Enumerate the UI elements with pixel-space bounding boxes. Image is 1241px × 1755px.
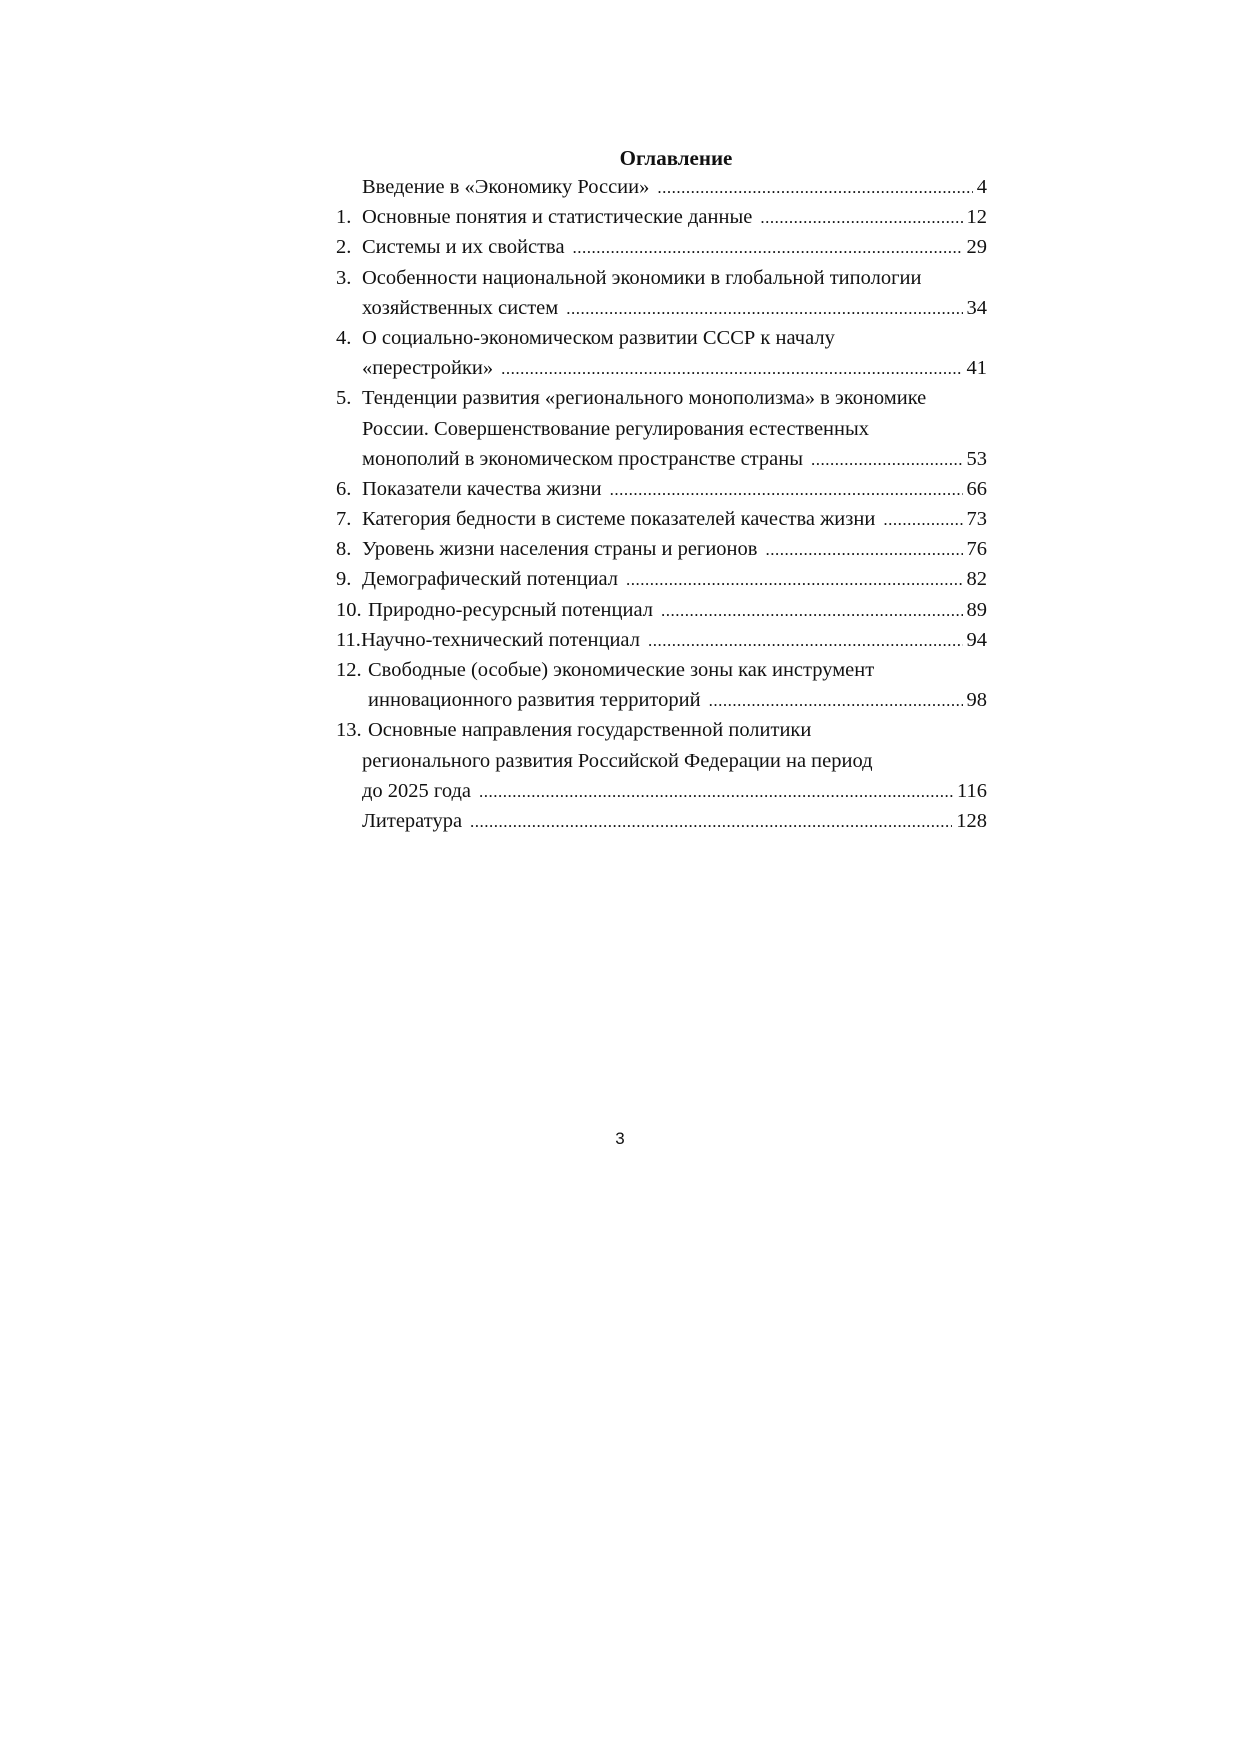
toc-entry-page: 73	[966, 508, 987, 531]
toc-entry-page: 34	[966, 296, 987, 319]
toc-entry-title: Категория бедности в системе показателей качества жизни	[362, 508, 876, 531]
toc-entry-number: 10.	[336, 598, 362, 621]
toc-leader-dots	[883, 505, 962, 535]
toc-entry-4	[336, 323, 987, 383]
toc-entry-page: 98	[966, 689, 987, 712]
toc-entry-page: 12	[966, 206, 987, 229]
toc-entry-number: 9.	[336, 568, 352, 591]
toc-entry-title: Основные направления государственной политики	[368, 719, 812, 742]
toc-entry-11	[336, 625, 987, 655]
toc-entry-page: 4	[976, 176, 987, 198]
toc-entry-number: 12.	[336, 659, 362, 681]
toc-entry-introduction	[336, 172, 987, 202]
toc-entry-page: 66	[966, 477, 987, 500]
toc-entry-title-continuation: России. Совершенствование регулирования естественных	[362, 417, 870, 440]
toc-leader-dots	[501, 354, 962, 384]
toc-entry-3	[336, 263, 987, 323]
toc-entry-page: 41	[966, 357, 987, 380]
toc-entry-title-continuation: «перестройки»	[362, 357, 494, 380]
table-of-contents	[336, 172, 987, 836]
toc-entry-title-continuation: регионального развития Российской Федерации на период	[362, 749, 873, 772]
toc-entry-number: 2.	[336, 236, 352, 259]
toc-entry-number: 6.	[336, 477, 352, 500]
toc-leader-dots	[626, 565, 962, 595]
toc-entry-7	[336, 504, 987, 534]
toc-entry-number: 3.	[336, 266, 352, 289]
toc-entry-page: 89	[966, 598, 987, 621]
toc-entry-number: 11.	[336, 628, 361, 651]
toc-entry-literature	[336, 806, 987, 836]
toc-entry-title-continuation: хозяйственных систем	[362, 296, 559, 319]
toc-entry-title: Уровень жизни населения страны и регионов	[362, 538, 758, 561]
toc-entry-title: Тенденции развития «регионального монополизма» в экономике	[362, 387, 927, 410]
toc-leader-dots	[811, 445, 963, 475]
toc-entry-number: 5.	[336, 387, 352, 410]
toc-entry-title-continuation: инновационного развития территорий	[368, 689, 701, 712]
toc-entry-6	[336, 474, 987, 504]
toc-entry-12	[336, 655, 987, 715]
toc-entry-page: 94	[966, 628, 987, 651]
toc-leader-dots	[573, 233, 963, 263]
toc-leader-dots	[470, 807, 952, 837]
toc-title: Оглавление	[619, 146, 733, 170]
toc-leader-dots	[566, 294, 962, 324]
toc-entry-number: 4.	[336, 326, 352, 349]
toc-entry-title-continuation: до 2025 года	[362, 779, 472, 802]
toc-entry-10	[336, 595, 987, 625]
toc-entry-title: Литература	[362, 809, 463, 832]
toc-entry-2	[336, 232, 987, 262]
toc-entry-page: 53	[966, 447, 987, 470]
toc-entry-title: Свободные (особые) экономические зоны как инструмент	[368, 659, 875, 681]
toc-entry-page: 116	[957, 779, 987, 802]
toc-entry-title: Показатели качества жизни	[362, 477, 602, 500]
toc-leader-dots	[765, 535, 962, 565]
toc-entry-8	[336, 534, 987, 564]
toc-entry-title: О социально-экономическом развитии СССР к началу	[362, 326, 835, 349]
page-number: 3	[615, 1129, 625, 1148]
toc-entry-5	[336, 383, 987, 474]
toc-entry-number: 8.	[336, 538, 352, 561]
toc-entry-title: Введение в «Экономику России»	[362, 176, 650, 198]
toc-entry-title-continuation: монополий в экономическом пространстве страны	[362, 447, 803, 470]
toc-entry-title: Природно-ресурсный потенциал	[368, 598, 653, 621]
toc-leader-dots	[709, 686, 963, 716]
toc-entry-13	[336, 715, 987, 806]
toc-entry-title: Системы и их свойства	[362, 236, 565, 259]
toc-entry-page: 128	[956, 809, 987, 832]
toc-entry-title: Демографический потенциал	[362, 568, 619, 591]
toc-entry-number: 7.	[336, 508, 352, 531]
toc-entry-page: 29	[966, 236, 987, 259]
toc-leader-dots	[661, 596, 963, 626]
toc-entry-page: 76	[966, 538, 987, 561]
toc-leader-dots	[610, 475, 963, 505]
toc-entry-number: 13.	[336, 719, 362, 742]
toc-leader-dots	[657, 173, 972, 203]
toc-entry-number: 1.	[336, 206, 352, 229]
toc-leader-dots	[760, 203, 962, 233]
toc-entry-title: Особенности национальной экономики в глобальной типологии	[362, 266, 922, 289]
toc-entry-page: 82	[966, 568, 987, 591]
toc-entry-title: Основные понятия и статистические данные	[362, 206, 753, 229]
toc-entry-1	[336, 202, 987, 232]
toc-entry-9	[336, 564, 987, 594]
toc-leader-dots	[479, 777, 953, 807]
toc-entry-title: Научно-технический потенциал	[361, 628, 640, 651]
toc-leader-dots	[648, 626, 963, 656]
